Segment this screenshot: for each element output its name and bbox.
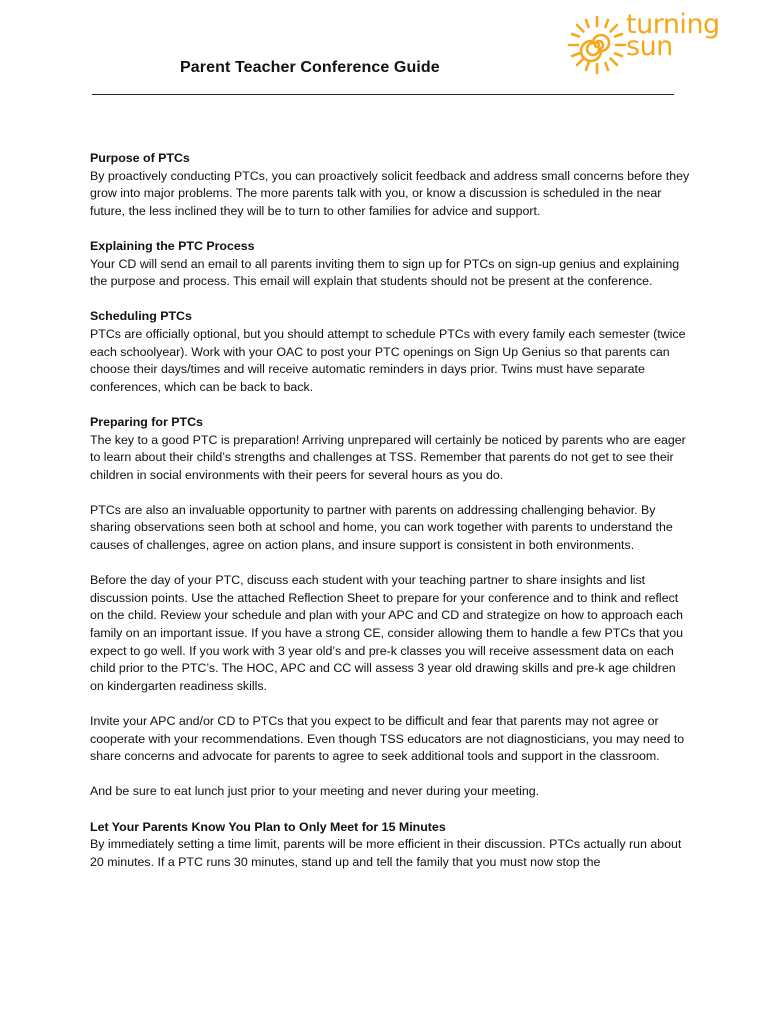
title-divider [92,94,674,95]
section-heading: Let Your Parents Know You Plan to Only Meet for 15 Minutes [90,819,446,834]
paragraph-partnering [90,502,690,555]
document-title: Parent Teacher Conference Guide [180,59,440,76]
section-explaining-process [90,238,690,291]
section-time-limit [90,819,690,872]
section-paragraph: And be sure to eat lunch just prior to your meeting and never during your meeting. [90,784,540,799]
paragraph-before-day [90,572,690,695]
section-preparing [90,414,690,484]
paragraph-invite [90,713,690,766]
section-heading: Preparing for PTCs [90,414,203,429]
turning-sun-logo [566,9,746,78]
section-paragraph: By proactively conducting PTCs, you can proactively solicit feedback and address small concerns before they grow into major problems. The more parents talk with you, or know a discussion is scheduled in the near future, the less inclined they will be to turn to other families for advice and support. [90,168,690,218]
sun-spiral-icon [566,14,628,76]
section-paragraph: PTCs are also an invaluable opportunity to partner with parents on addressing challenging behavior. By sharing observations seen both at school and home, you can work together with parents to understand the causes of challenges, agree on action plans, and insure support is consistent in both environments. [90,502,673,553]
section-paragraph: Your CD will send an email to all parents inviting them to sign up for PTCs on sign-up genius and explaining the purpose and process. This email will explain that students should not be present at the conference. [90,256,680,289]
section-paragraph: By immediately setting a time limit, parents will be more efficient in their discussion. PTCs actually run about 20 minutes. If a PTC runs 30 minutes, stand up and tell the family that you must now stop the [90,837,682,869]
paragraph-lunch [90,783,690,801]
section-heading: Scheduling PTCs [90,309,192,324]
document-body [90,150,690,889]
section-paragraph: The key to a good PTC is preparation! Arriving unprepared will certainly be noticed by parents who are eager to learn about their child’s strengths and challenges at TSS. Remember that parents do not get to see their children in social environments with their peers for several hours as you do. [90,432,686,482]
section-paragraph: Before the day of your PTC, discuss each student with your teaching partner to share insights and list discussion points. Use the attached Reflection Sheet to prepare for your conference and to think and reflect on the child. Review your schedule and plan with your APC and CD and strategize on how to approach each family on an important issue. If you have a strong CE, consider allowing them to handle a few PTCs that you expect to go well. If you work with 3 year old’s and pre-k classes you will receive assessment data on each child prior to the PTC’s. The HOC, APC and CC will assess 3 year old drawing skills and pre-k age children on kindergarten readiness skills. [90,573,684,693]
section-scheduling [90,308,690,396]
logo-wordmark [626,9,720,62]
section-purpose [90,150,690,220]
section-paragraph: Invite your APC and/or CD to PTCs that you expect to be difficult and fear that parents may not agree or cooperate with your recommendations. Even though TSS educators are not diagnosticians, you may need to share concerns and advocate for parents to agree to seek additional tools and support in the classroom. [90,714,685,764]
section-heading: Purpose of PTCs [90,151,190,165]
logo-line-1: turning [626,9,720,40]
logo-line-2: sun [626,31,673,62]
section-heading: Explaining the PTC Process [90,238,255,253]
section-paragraph: PTCs are officially optional, but you should attempt to schedule PTCs with every family each semester (twice each schoolyear). Work with your OAC to post your PTC openings on Sign Up Genius so that parents can choose their days/times and will receive automatic reminders in days prior. Twins must have separate conferences, which can be back to back. [90,326,686,394]
